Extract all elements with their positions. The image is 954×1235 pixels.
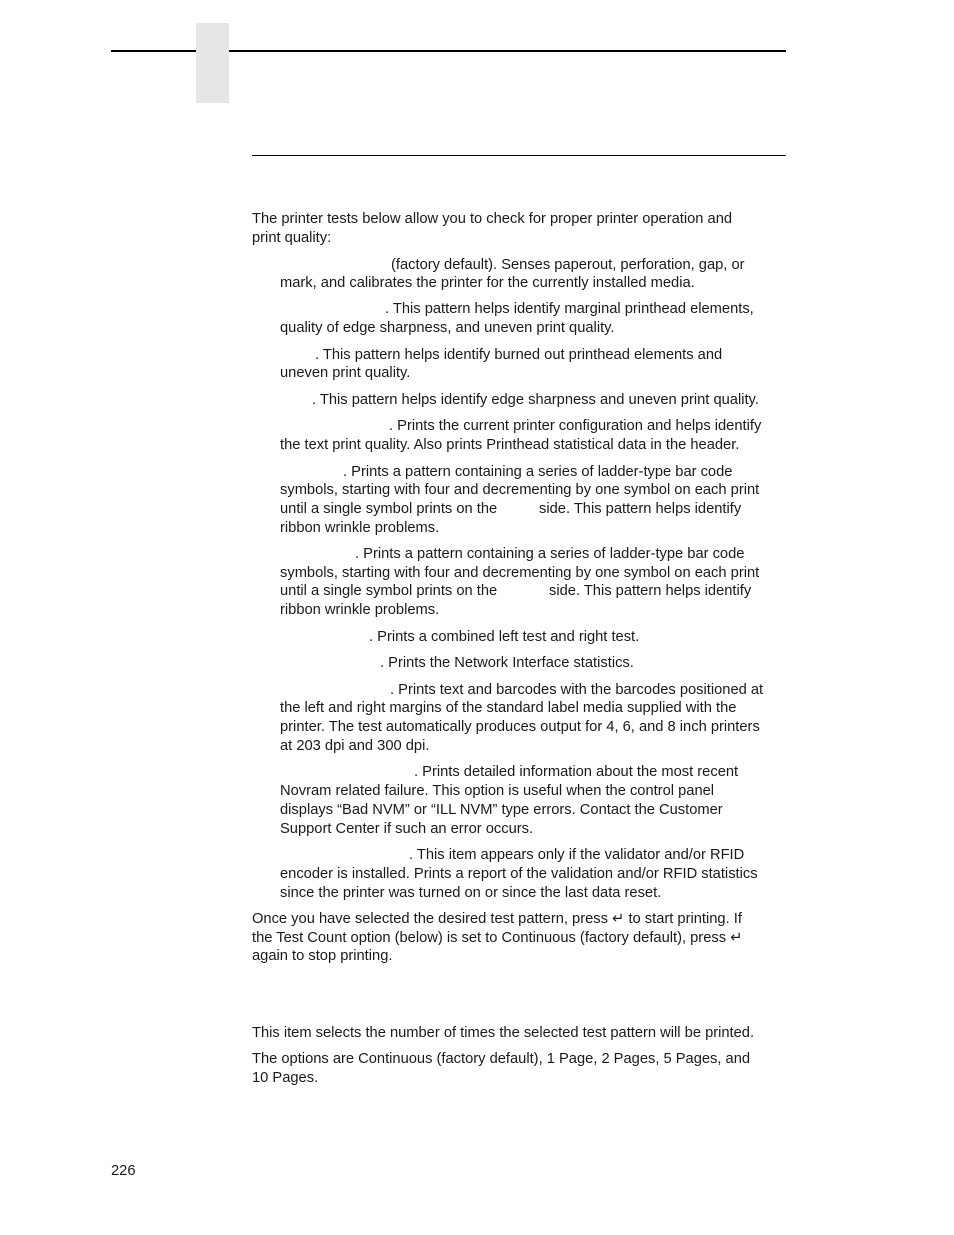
outro-line: the Test Count option (below) is set to Continuous (factory default), press ↵ <box>252 930 743 946</box>
test-item-text: the text print quality. Also prints Printhead statistical data in the header. <box>280 437 740 453</box>
test-item-text: ribbon wrinkle problems. <box>280 602 440 618</box>
chapter-tab <box>196 23 229 103</box>
test-count-line: The options are Continuous (factory default), 1 Page, 2 Pages, 5 Pages, and <box>252 1051 751 1067</box>
test-count-line: 10 Pages. <box>252 1070 319 1086</box>
test-item-text: . Prints the current printer configuration and helps identify <box>389 418 762 434</box>
test-item-text: until a single symbol prints on the <box>280 583 498 599</box>
test-item-text: symbols, starting with four and decrementing by one symbol on each print <box>280 482 760 498</box>
outro-line: Once you have selected the desired test pattern, press ↵ to start printing. If <box>252 911 742 927</box>
test-count-line: This item selects the number of times the selected test pattern will be printed. <box>252 1025 755 1041</box>
test-item-text: quality of edge sharpness, and uneven print quality. <box>280 320 615 336</box>
test-item-text: . Prints a pattern containing a series of ladder-type bar code <box>343 464 733 480</box>
test-item-text: ribbon wrinkle problems. <box>280 520 440 536</box>
test-item-text: the left and right margins of the standard label media supplied with the <box>280 700 737 716</box>
test-item-text: until a single symbol prints on the <box>280 501 498 517</box>
test-item-text: (factory default). Senses paperout, perforation, gap, or <box>391 257 745 273</box>
test-item-text: . This pattern helps identify edge sharpness and uneven print quality. <box>312 392 759 408</box>
test-item-text: Novram related failure. This option is useful when the control panel <box>280 783 715 799</box>
test-item-text: uneven print quality. <box>280 365 411 381</box>
test-item-text: . Prints a combined left test and right test. <box>369 629 640 645</box>
test-item-text: . This pattern helps identify burned out printhead elements and <box>315 347 723 363</box>
section-rule <box>252 155 786 156</box>
test-item-text: side. This pattern helps identify <box>549 583 752 599</box>
test-item-text: . This item appears only if the validator and/or RFID <box>409 847 745 863</box>
test-item-text: . Prints text and barcodes with the barcodes positioned at <box>390 682 764 698</box>
test-item-text: printer. The test automatically produces output for 4, 6, and 8 inch printers <box>280 719 760 735</box>
test-item-text: displays “Bad NVM” or “ILL NVM” type errors. Contact the Customer <box>280 802 723 818</box>
test-item-text: . This pattern helps identify marginal printhead elements, <box>385 301 754 317</box>
intro-line: print quality: <box>252 230 332 246</box>
test-item-text: encoder is installed. Prints a report of the validation and/or RFID statistics <box>280 866 758 882</box>
test-item-text: . Prints the Network Interface statistics. <box>380 655 634 671</box>
test-item-text: Support Center if such an error occurs. <box>280 821 534 837</box>
test-item-text: symbols, starting with four and decrementing by one symbol on each print <box>280 565 760 581</box>
test-item-text: . Prints detailed information about the most recent <box>414 764 739 780</box>
intro-line: The printer tests below allow you to check for proper printer operation and <box>252 211 733 227</box>
test-item-text: . Prints a pattern containing a series of ladder-type bar code <box>355 546 745 562</box>
page-number: 226 <box>111 1163 136 1179</box>
test-item-text: side. This pattern helps identify <box>539 501 742 517</box>
test-item-text: at 203 dpi and 300 dpi. <box>280 738 430 754</box>
test-item-text: since the printer was turned on or since the last data reset. <box>280 885 662 901</box>
outro-line: again to stop printing. <box>252 948 393 964</box>
test-item-text: mark, and calibrates the printer for the currently installed media. <box>280 275 695 291</box>
